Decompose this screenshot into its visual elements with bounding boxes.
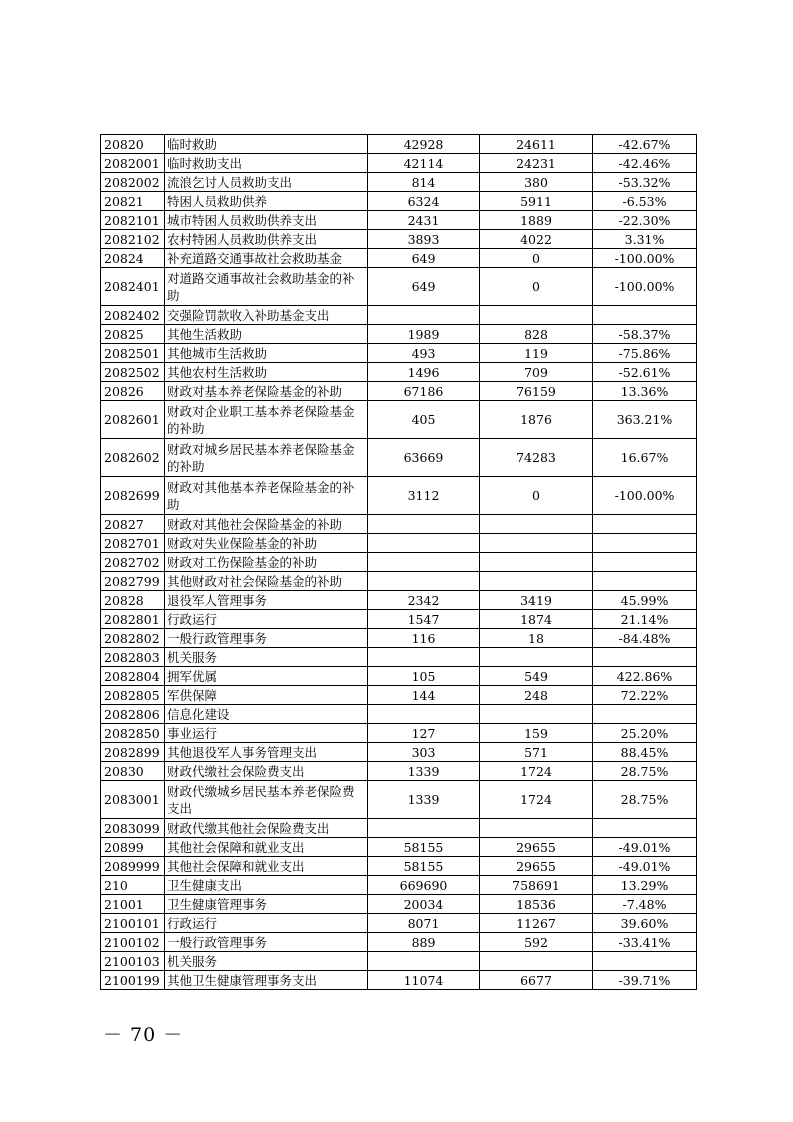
change-percent-cell [593, 306, 697, 325]
subject-name-cell: 其他农村生活救助 [165, 363, 368, 382]
change-percent-cell: -33.41% [593, 933, 697, 952]
prior-amount-cell [368, 515, 480, 534]
subject-code-cell: 2082806 [101, 705, 165, 724]
current-amount-cell: 1876 [480, 401, 593, 439]
subject-code-cell: 2082803 [101, 648, 165, 667]
prior-amount-cell: 1989 [368, 325, 480, 344]
table-row [101, 230, 697, 249]
table-row [101, 382, 697, 401]
current-amount-cell [480, 306, 593, 325]
current-amount-cell: 11267 [480, 914, 593, 933]
subject-code-cell: 2082801 [101, 610, 165, 629]
table-row [101, 762, 697, 781]
subject-name-cell: 拥军优属 [165, 667, 368, 686]
table-row [101, 439, 697, 477]
subject-name-cell: 其他社会保障和就业支出 [165, 838, 368, 857]
current-amount-cell: 119 [480, 344, 593, 363]
change-percent-cell: -100.00% [593, 249, 697, 268]
prior-amount-cell: 649 [368, 249, 480, 268]
subject-name-cell: 退役军人管理事务 [165, 591, 368, 610]
current-amount-cell [480, 572, 593, 591]
change-percent-cell: -7.48% [593, 895, 697, 914]
change-percent-cell: -53.32% [593, 173, 697, 192]
change-percent-cell: -42.46% [593, 154, 697, 173]
subject-code-cell: 2082002 [101, 173, 165, 192]
prior-amount-cell: 1496 [368, 363, 480, 382]
subject-code-cell: 20827 [101, 515, 165, 534]
current-amount-cell: 380 [480, 173, 593, 192]
subject-code-cell: 20899 [101, 838, 165, 857]
prior-amount-cell: 42114 [368, 154, 480, 173]
prior-amount-cell [368, 952, 480, 971]
prior-amount-cell: 58155 [368, 857, 480, 876]
prior-amount-cell: 6324 [368, 192, 480, 211]
table-row [101, 173, 697, 192]
table-row [101, 781, 697, 819]
table-row [101, 686, 697, 705]
subject-code-cell: 2082805 [101, 686, 165, 705]
table-row [101, 705, 697, 724]
change-percent-cell [593, 705, 697, 724]
subject-name-cell: 临时救助支出 [165, 154, 368, 173]
subject-name-cell: 财政对基本养老保险基金的补助 [165, 382, 368, 401]
subject-code-cell: 2100102 [101, 933, 165, 952]
current-amount-cell: 29655 [480, 838, 593, 857]
table-row [101, 268, 697, 306]
table-row [101, 952, 697, 971]
subject-name-cell: 其他社会保障和就业支出 [165, 857, 368, 876]
table-row [101, 192, 697, 211]
subject-code-cell: 20830 [101, 762, 165, 781]
prior-amount-cell: 303 [368, 743, 480, 762]
table-row [101, 838, 697, 857]
prior-amount-cell: 405 [368, 401, 480, 439]
subject-name-cell: 其他生活救助 [165, 325, 368, 344]
current-amount-cell: 29655 [480, 857, 593, 876]
table-row [101, 363, 697, 382]
change-percent-cell: -100.00% [593, 268, 697, 306]
table-row [101, 895, 697, 914]
prior-amount-cell [368, 705, 480, 724]
prior-amount-cell: 63669 [368, 439, 480, 477]
subject-name-cell: 机关服务 [165, 952, 368, 971]
subject-name-cell: 财政对工伤保险基金的补助 [165, 553, 368, 572]
table-row [101, 572, 697, 591]
prior-amount-cell: 2342 [368, 591, 480, 610]
change-percent-cell: 25.20% [593, 724, 697, 743]
current-amount-cell [480, 952, 593, 971]
subject-name-cell: 其他城市生活救助 [165, 344, 368, 363]
current-amount-cell: 1874 [480, 610, 593, 629]
change-percent-cell: 45.99% [593, 591, 697, 610]
subject-name-cell: 财政代缴城乡居民基本养老保险费支出 [165, 781, 368, 819]
current-amount-cell: 1724 [480, 781, 593, 819]
table-row [101, 857, 697, 876]
subject-name-cell: 农村特困人员救助供养支出 [165, 230, 368, 249]
table-row [101, 667, 697, 686]
subject-name-cell: 军供保障 [165, 686, 368, 705]
subject-code-cell: 20820 [101, 135, 165, 154]
page-number: － 70 － [103, 1024, 184, 1046]
current-amount-cell: 159 [480, 724, 593, 743]
subject-code-cell: 210 [101, 876, 165, 895]
table-row [101, 515, 697, 534]
table-row [101, 933, 697, 952]
prior-amount-cell: 105 [368, 667, 480, 686]
subject-name-cell: 财政对其他社会保险基金的补助 [165, 515, 368, 534]
subject-name-cell: 其他退役军人事务管理支出 [165, 743, 368, 762]
current-amount-cell: 0 [480, 268, 593, 306]
prior-amount-cell: 2431 [368, 211, 480, 230]
subject-name-cell: 卫生健康支出 [165, 876, 368, 895]
prior-amount-cell: 144 [368, 686, 480, 705]
change-percent-cell: 3.31% [593, 230, 697, 249]
subject-name-cell: 信息化建设 [165, 705, 368, 724]
subject-code-cell: 2082502 [101, 363, 165, 382]
change-percent-cell: 21.14% [593, 610, 697, 629]
budget-table [100, 134, 697, 990]
change-percent-cell [593, 553, 697, 572]
subject-code-cell: 2082701 [101, 534, 165, 553]
table-row [101, 401, 697, 439]
table-row [101, 876, 697, 895]
subject-code-cell: 2100101 [101, 914, 165, 933]
subject-name-cell: 其他财政对社会保险基金的补助 [165, 572, 368, 591]
current-amount-cell [480, 648, 593, 667]
subject-code-cell: 2082601 [101, 401, 165, 439]
subject-code-cell: 2082102 [101, 230, 165, 249]
change-percent-cell: 13.36% [593, 382, 697, 401]
current-amount-cell: 74283 [480, 439, 593, 477]
change-percent-cell [593, 515, 697, 534]
subject-code-cell: 2082799 [101, 572, 165, 591]
change-percent-cell: -84.48% [593, 629, 697, 648]
table-row [101, 477, 697, 515]
prior-amount-cell: 493 [368, 344, 480, 363]
current-amount-cell: 1724 [480, 762, 593, 781]
table-row [101, 553, 697, 572]
change-percent-cell: 16.67% [593, 439, 697, 477]
subject-name-cell: 流浪乞讨人员救助支出 [165, 173, 368, 192]
current-amount-cell [480, 534, 593, 553]
table-row [101, 211, 697, 230]
subject-code-cell: 2100103 [101, 952, 165, 971]
current-amount-cell: 24611 [480, 135, 593, 154]
change-percent-cell: 363.21% [593, 401, 697, 439]
current-amount-cell: 3419 [480, 591, 593, 610]
subject-code-cell: 2082001 [101, 154, 165, 173]
prior-amount-cell: 1339 [368, 762, 480, 781]
change-percent-cell: 422.86% [593, 667, 697, 686]
prior-amount-cell [368, 306, 480, 325]
subject-name-cell: 一般行政管理事务 [165, 933, 368, 952]
subject-code-cell: 2082401 [101, 268, 165, 306]
subject-code-cell: 2082702 [101, 553, 165, 572]
prior-amount-cell [368, 534, 480, 553]
change-percent-cell: 88.45% [593, 743, 697, 762]
change-percent-cell: -22.30% [593, 211, 697, 230]
subject-code-cell: 2082850 [101, 724, 165, 743]
subject-code-cell: 20828 [101, 591, 165, 610]
table-row [101, 743, 697, 762]
subject-name-cell: 对道路交通事故社会救助基金的补助 [165, 268, 368, 306]
current-amount-cell: 4022 [480, 230, 593, 249]
table-row [101, 629, 697, 648]
current-amount-cell: 18536 [480, 895, 593, 914]
change-percent-cell [593, 534, 697, 553]
prior-amount-cell: 3893 [368, 230, 480, 249]
prior-amount-cell: 814 [368, 173, 480, 192]
change-percent-cell [593, 572, 697, 591]
change-percent-cell: 39.60% [593, 914, 697, 933]
prior-amount-cell: 42928 [368, 135, 480, 154]
change-percent-cell: -75.86% [593, 344, 697, 363]
table-row [101, 154, 697, 173]
table-row [101, 610, 697, 629]
subject-code-cell: 20824 [101, 249, 165, 268]
current-amount-cell: 758691 [480, 876, 593, 895]
table-row [101, 534, 697, 553]
current-amount-cell: 76159 [480, 382, 593, 401]
change-percent-cell: 28.75% [593, 781, 697, 819]
prior-amount-cell: 1339 [368, 781, 480, 819]
prior-amount-cell [368, 819, 480, 838]
current-amount-cell: 6677 [480, 971, 593, 990]
table-row [101, 344, 697, 363]
prior-amount-cell [368, 648, 480, 667]
prior-amount-cell: 1547 [368, 610, 480, 629]
current-amount-cell [480, 553, 593, 572]
subject-code-cell: 2082602 [101, 439, 165, 477]
subject-name-cell: 事业运行 [165, 724, 368, 743]
change-percent-cell: -39.71% [593, 971, 697, 990]
subject-code-cell: 2082501 [101, 344, 165, 363]
subject-name-cell: 特困人员救助供养 [165, 192, 368, 211]
table-row [101, 914, 697, 933]
change-percent-cell: -49.01% [593, 857, 697, 876]
current-amount-cell: 5911 [480, 192, 593, 211]
subject-code-cell: 2100199 [101, 971, 165, 990]
subject-name-cell: 财政对城乡居民基本养老保险基金的补助 [165, 439, 368, 477]
change-percent-cell: -49.01% [593, 838, 697, 857]
change-percent-cell [593, 952, 697, 971]
subject-name-cell: 交强险罚款收入补助基金支出 [165, 306, 368, 325]
prior-amount-cell: 20034 [368, 895, 480, 914]
prior-amount-cell: 58155 [368, 838, 480, 857]
subject-name-cell: 城市特困人员救助供养支出 [165, 211, 368, 230]
subject-code-cell: 20826 [101, 382, 165, 401]
table-row [101, 971, 697, 990]
subject-name-cell: 卫生健康管理事务 [165, 895, 368, 914]
table-row [101, 724, 697, 743]
current-amount-cell: 592 [480, 933, 593, 952]
table-row [101, 135, 697, 154]
table-row [101, 249, 697, 268]
change-percent-cell: 13.29% [593, 876, 697, 895]
prior-amount-cell [368, 572, 480, 591]
change-percent-cell: -6.53% [593, 192, 697, 211]
current-amount-cell: 24231 [480, 154, 593, 173]
current-amount-cell [480, 705, 593, 724]
subject-code-cell: 2082899 [101, 743, 165, 762]
subject-code-cell: 2083099 [101, 819, 165, 838]
subject-code-cell: 20825 [101, 325, 165, 344]
change-percent-cell: 28.75% [593, 762, 697, 781]
current-amount-cell: 549 [480, 667, 593, 686]
current-amount-cell: 1889 [480, 211, 593, 230]
subject-name-cell: 一般行政管理事务 [165, 629, 368, 648]
subject-name-cell: 补充道路交通事故社会救助基金 [165, 249, 368, 268]
change-percent-cell [593, 648, 697, 667]
change-percent-cell: -42.67% [593, 135, 697, 154]
prior-amount-cell: 669690 [368, 876, 480, 895]
current-amount-cell [480, 515, 593, 534]
prior-amount-cell: 11074 [368, 971, 480, 990]
change-percent-cell: -58.37% [593, 325, 697, 344]
prior-amount-cell [368, 553, 480, 572]
subject-code-cell: 2082101 [101, 211, 165, 230]
subject-name-cell: 财政对失业保险基金的补助 [165, 534, 368, 553]
subject-name-cell: 其他卫生健康管理事务支出 [165, 971, 368, 990]
subject-name-cell: 财政对其他基本养老保险基金的补助 [165, 477, 368, 515]
current-amount-cell: 18 [480, 629, 593, 648]
subject-name-cell: 财政代缴社会保险费支出 [165, 762, 368, 781]
prior-amount-cell: 649 [368, 268, 480, 306]
prior-amount-cell: 127 [368, 724, 480, 743]
subject-code-cell: 20821 [101, 192, 165, 211]
prior-amount-cell: 67186 [368, 382, 480, 401]
current-amount-cell: 0 [480, 477, 593, 515]
current-amount-cell: 709 [480, 363, 593, 382]
subject-code-cell: 21001 [101, 895, 165, 914]
subject-name-cell: 临时救助 [165, 135, 368, 154]
subject-name-cell: 行政运行 [165, 610, 368, 629]
table-body [101, 135, 697, 990]
subject-code-cell: 2089999 [101, 857, 165, 876]
subject-code-cell: 2083001 [101, 781, 165, 819]
table-row [101, 306, 697, 325]
table-row [101, 591, 697, 610]
prior-amount-cell: 8071 [368, 914, 480, 933]
subject-code-cell: 2082402 [101, 306, 165, 325]
current-amount-cell [480, 819, 593, 838]
change-percent-cell: -100.00% [593, 477, 697, 515]
table-row [101, 325, 697, 344]
current-amount-cell: 248 [480, 686, 593, 705]
prior-amount-cell: 3112 [368, 477, 480, 515]
prior-amount-cell: 889 [368, 933, 480, 952]
table-row [101, 819, 697, 838]
current-amount-cell: 828 [480, 325, 593, 344]
table-row [101, 648, 697, 667]
subject-name-cell: 行政运行 [165, 914, 368, 933]
subject-name-cell: 财政对企业职工基本养老保险基金的补助 [165, 401, 368, 439]
change-percent-cell [593, 819, 697, 838]
subject-name-cell: 财政代缴其他社会保险费支出 [165, 819, 368, 838]
subject-code-cell: 2082699 [101, 477, 165, 515]
prior-amount-cell: 116 [368, 629, 480, 648]
subject-code-cell: 2082804 [101, 667, 165, 686]
current-amount-cell: 0 [480, 249, 593, 268]
change-percent-cell: 72.22% [593, 686, 697, 705]
subject-code-cell: 2082802 [101, 629, 165, 648]
change-percent-cell: -52.61% [593, 363, 697, 382]
current-amount-cell: 571 [480, 743, 593, 762]
subject-name-cell: 机关服务 [165, 648, 368, 667]
